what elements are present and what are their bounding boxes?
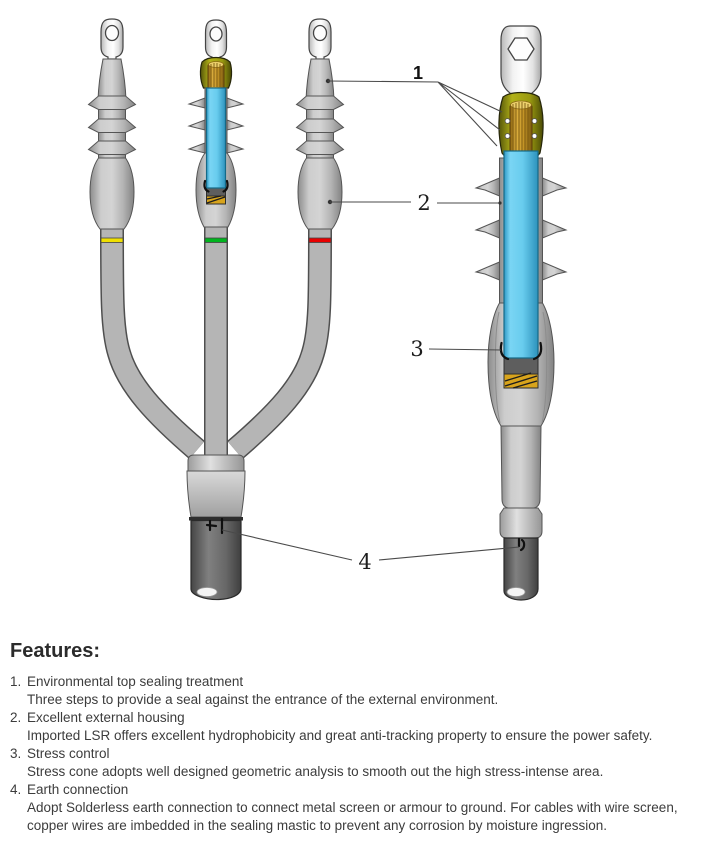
rain-shed-cut: [227, 143, 243, 153]
feature-item-2: [10, 709, 698, 745]
features-heading: Features:: [10, 640, 101, 662]
termination-phase-middle-cutaway: [189, 20, 243, 227]
cable-phase-left: [112, 226, 197, 450]
feature-title: Environmental top sealing treatment: [27, 674, 244, 689]
binding-wire-dot: [532, 119, 537, 124]
rain-shed-cut: [189, 98, 205, 108]
three-core-cables: [101, 226, 331, 456]
feature-description: Three steps to provide a seal against the entrance of the external environment.: [27, 692, 499, 707]
phase-band-red: [309, 238, 331, 243]
leader-dot: [498, 201, 501, 204]
leader-line-2: [330, 202, 500, 203]
callout-4-label: 4: [358, 550, 372, 574]
feature-item-4: [10, 781, 698, 835]
rain-shed: [543, 262, 567, 280]
cable-cut-end: [197, 588, 217, 597]
insulation-tube: [207, 88, 226, 188]
feature-title: Earth connection: [27, 782, 129, 797]
rain-shed: [543, 220, 567, 238]
callout-1-label: 1: [412, 63, 424, 83]
feature-item-1: [10, 673, 698, 709]
termination-phase-right: [297, 19, 344, 229]
cable-phase-right: [235, 226, 320, 450]
feature-item-3: [10, 745, 698, 781]
callout-3-label: 3: [410, 337, 424, 361]
binding-wire-dot: [532, 134, 537, 139]
bottom-collar: [500, 508, 542, 538]
features-section: [0, 630, 706, 835]
lug-bolt-hole: [210, 27, 222, 41]
callout-2-label: 2: [417, 191, 431, 215]
cable-cut-end: [507, 588, 525, 597]
binding-wire-dot: [505, 134, 510, 139]
rain-shed: [543, 178, 567, 196]
feature-title: Excellent external housing: [27, 710, 185, 725]
binding-wire-dot: [505, 119, 510, 124]
feature-description: Stress cone adopts well designed geometric analysis to smooth out the high stress-intense area.: [27, 764, 604, 779]
insulation-tube: [504, 151, 538, 358]
feature-title: Stress control: [27, 746, 110, 761]
rain-shed-cut: [189, 143, 205, 153]
boot-top-collar: [188, 455, 244, 471]
rain-shed: [476, 220, 500, 238]
rain-shed-cut: [227, 120, 243, 130]
feature-number: 4.: [10, 782, 22, 797]
rain-shed: [476, 178, 500, 196]
feature-number: 1.: [10, 674, 22, 689]
callouts: [222, 63, 519, 574]
boot-cone: [187, 471, 245, 517]
leader-fan-1: [438, 82, 502, 146]
termination-cutaway-large: [476, 26, 566, 600]
feature-description: Imported LSR offers excellent hydrophobicity and great anti-tracking property to ensure the power safety.: [27, 728, 653, 743]
feature-number: 3.: [10, 746, 22, 761]
cable-breakout-boot: [187, 455, 245, 600]
phase-band-yellow: [101, 238, 123, 243]
feature-description: Adopt Solderless earth connection to connect metal screen or armour to ground. For cables with wire screen, copper wires are imbedded in the sealing mastic to prevent any corrosion by moisture ingression.: [27, 800, 678, 833]
phase-band-green: [205, 238, 227, 243]
lower-cylinder: [501, 426, 541, 508]
rain-shed: [476, 262, 500, 280]
termination-phase-left: [89, 19, 136, 229]
rain-shed-cut: [227, 98, 243, 108]
semiconductive-band: [504, 358, 538, 374]
rain-shed-cut: [189, 120, 205, 130]
feature-number: 2.: [10, 710, 22, 725]
